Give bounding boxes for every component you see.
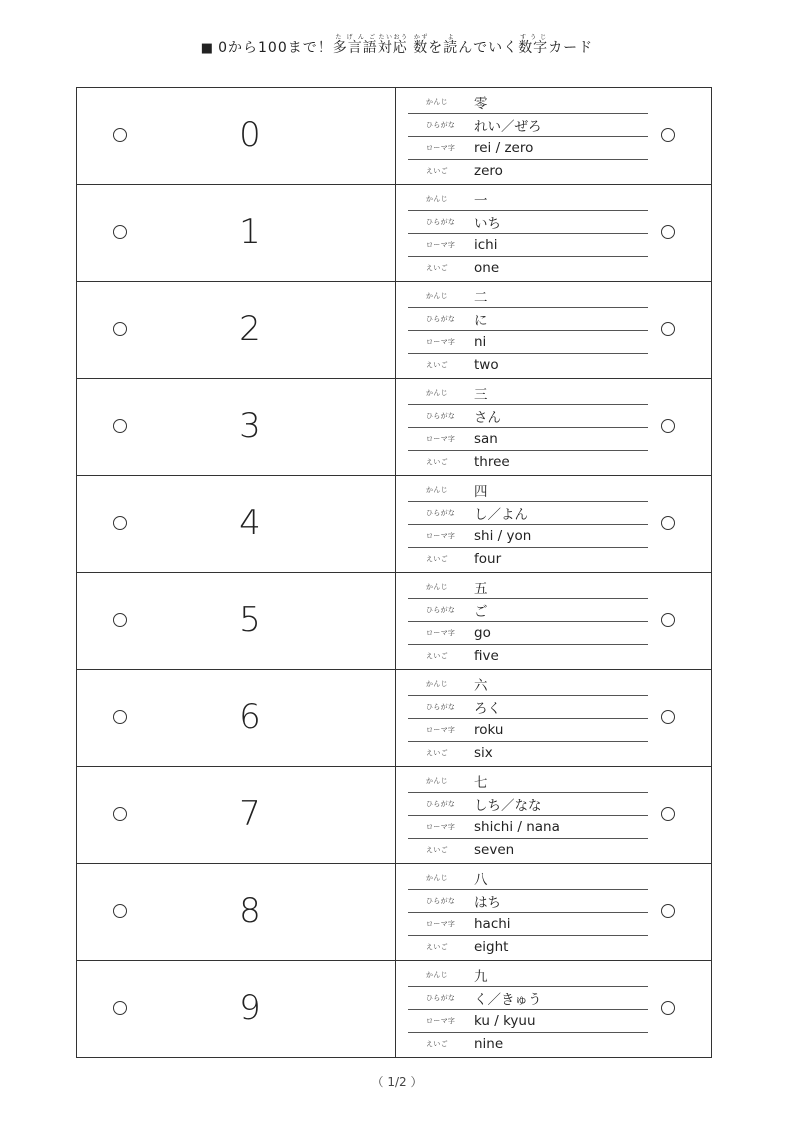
hiragana-row [408, 987, 648, 1010]
hiragana-label: ひらがな [426, 800, 456, 808]
english-label: えいご [426, 846, 448, 854]
english-row [408, 160, 648, 182]
punch-hole-icon [661, 225, 675, 239]
punch-hole-icon [661, 322, 675, 336]
punch-hole-icon [113, 225, 127, 239]
romaji-row [408, 913, 648, 936]
romaji-row [408, 719, 648, 742]
card-front [77, 864, 396, 960]
english-label: えいご [426, 1040, 448, 1048]
romaji-row [408, 1010, 648, 1033]
hiragana-row [408, 696, 648, 719]
title-middle: んでいく [458, 40, 519, 56]
hiragana-value: いち [474, 216, 501, 232]
kanji-value: 四 [474, 484, 488, 500]
kanji-value: 六 [474, 678, 488, 694]
kanji-value: 零 [474, 96, 488, 112]
card-sheet [76, 87, 712, 1058]
punch-hole-icon [113, 1001, 127, 1015]
hiragana-label: ひらがな [426, 994, 456, 1002]
english-value: two [474, 357, 499, 373]
card-digit: 0 [239, 115, 261, 155]
hiragana-row [408, 890, 648, 913]
hiragana-label: ひらがな [426, 218, 456, 226]
english-row [408, 936, 648, 958]
card-front [77, 476, 396, 572]
punch-hole-icon [661, 710, 675, 724]
english-row [408, 451, 648, 473]
hiragana-value: に [474, 313, 488, 329]
hiragana-label: ひらがな [426, 897, 456, 905]
punch-hole-icon [113, 613, 127, 627]
romaji-value: ichi [474, 237, 498, 253]
romaji-value: roku [474, 722, 504, 738]
english-label: えいご [426, 749, 448, 757]
romaji-label: ローマ字 [426, 1017, 456, 1025]
card-back [396, 379, 711, 475]
hiragana-value: しち／なな [474, 798, 542, 814]
punch-hole-icon [113, 904, 127, 918]
card-front [77, 573, 396, 669]
punch-hole-icon [113, 322, 127, 336]
english-row [408, 839, 648, 861]
hiragana-row [408, 211, 648, 234]
title-suffix: カード [548, 40, 594, 56]
romaji-row [408, 622, 648, 645]
punch-hole-icon [113, 419, 127, 433]
english-label: えいご [426, 555, 448, 563]
title-taiou: 対応たいおう [377, 34, 408, 56]
english-row [408, 257, 648, 279]
card-front [77, 767, 396, 863]
kanji-row [408, 188, 648, 211]
romaji-label: ローマ字 [426, 629, 456, 637]
hiragana-row [408, 405, 648, 428]
card-digit: 9 [239, 988, 261, 1028]
english-value: zero [474, 163, 503, 179]
romaji-label: ローマ字 [426, 435, 456, 443]
card-back [396, 476, 711, 572]
kanji-label: かんじ [426, 98, 448, 106]
hiragana-label: ひらがな [426, 412, 456, 420]
romaji-row [408, 428, 648, 451]
english-value: seven [474, 842, 515, 858]
romaji-label: ローマ字 [426, 532, 456, 540]
card-front [77, 961, 396, 1057]
romaji-value: rei / zero [474, 140, 534, 156]
hiragana-value: ろく [474, 701, 501, 717]
number-card [77, 961, 711, 1058]
title-suuji: 数字すうじ [518, 34, 549, 56]
card-back [396, 670, 711, 766]
romaji-label: ローマ字 [426, 338, 456, 346]
kanji-row [408, 479, 648, 502]
card-front [77, 379, 396, 475]
hiragana-row [408, 308, 648, 331]
kanji-label: かんじ [426, 486, 448, 494]
card-front [77, 185, 396, 281]
english-label: えいご [426, 361, 448, 369]
hiragana-value: さん [474, 410, 501, 426]
card-front [77, 282, 396, 378]
kanji-row [408, 285, 648, 308]
romaji-label: ローマ字 [426, 920, 456, 928]
english-label: えいご [426, 264, 448, 272]
kanji-label: かんじ [426, 389, 448, 397]
card-back [396, 282, 711, 378]
card-digit: 1 [239, 212, 261, 252]
romaji-row [408, 234, 648, 257]
romaji-label: ローマ字 [426, 144, 456, 152]
english-value: four [474, 551, 502, 567]
number-card [77, 476, 711, 573]
romaji-value: hachi [474, 916, 511, 932]
hiragana-value: はち [474, 895, 501, 911]
kanji-row [408, 576, 648, 599]
romaji-label: ローマ字 [426, 241, 456, 249]
punch-hole-icon [661, 807, 675, 821]
english-row [408, 742, 648, 764]
card-back [396, 185, 711, 281]
kanji-value: 五 [474, 581, 488, 597]
romaji-row [408, 137, 648, 160]
hiragana-label: ひらがな [426, 606, 456, 614]
kanji-label: かんじ [426, 292, 448, 300]
card-digit: 6 [239, 697, 261, 737]
kanji-value: 九 [474, 969, 488, 985]
hiragana-value: れい／ぜろ [474, 119, 542, 135]
english-value: nine [474, 1036, 504, 1052]
kanji-label: かんじ [426, 971, 448, 979]
kanji-row [408, 382, 648, 405]
english-value: eight [474, 939, 509, 955]
romaji-row [408, 331, 648, 354]
hiragana-value: く／きゅう [474, 992, 542, 1008]
card-digit: 5 [239, 600, 261, 640]
hiragana-label: ひらがな [426, 509, 456, 517]
hiragana-value: ご [474, 604, 488, 620]
punch-hole-icon [661, 613, 675, 627]
romaji-value: san [474, 431, 498, 447]
english-value: three [474, 454, 510, 470]
kanji-label: かんじ [426, 195, 448, 203]
page-title [0, 34, 794, 62]
kanji-label: かんじ [426, 874, 448, 882]
kanji-row [408, 91, 648, 114]
number-card [77, 282, 711, 379]
card-back [396, 88, 711, 184]
number-card [77, 379, 711, 476]
punch-hole-icon [113, 710, 127, 724]
card-digit: 8 [239, 891, 261, 931]
english-label: えいご [426, 943, 448, 951]
romaji-label: ローマ字 [426, 726, 456, 734]
kanji-label: かんじ [426, 777, 448, 785]
number-card [77, 767, 711, 864]
hiragana-label: ひらがな [426, 315, 456, 323]
card-back [396, 767, 711, 863]
punch-hole-icon [113, 128, 127, 142]
english-row [408, 548, 648, 570]
punch-hole-icon [661, 516, 675, 530]
punch-hole-icon [113, 516, 127, 530]
card-front [77, 670, 396, 766]
hiragana-label: ひらがな [426, 703, 456, 711]
hiragana-row [408, 502, 648, 525]
number-card [77, 670, 711, 767]
number-card [77, 864, 711, 961]
kanji-value: 三 [474, 387, 488, 403]
number-card [77, 88, 711, 185]
hiragana-row [408, 599, 648, 622]
kanji-value: 七 [474, 775, 488, 791]
kanji-row [408, 964, 648, 987]
card-back [396, 961, 711, 1057]
title-yo: 読よ [443, 34, 459, 56]
english-label: えいご [426, 167, 448, 175]
card-digit: 2 [239, 309, 261, 349]
page-number: （ 1/2 ） [371, 1075, 423, 1089]
romaji-value: go [474, 625, 491, 641]
card-digit: 3 [239, 406, 261, 446]
kanji-value: 一 [474, 193, 488, 209]
card-front [77, 88, 396, 184]
hiragana-label: ひらがな [426, 121, 456, 129]
romaji-value: shi / yon [474, 528, 532, 544]
romaji-value: shichi / nana [474, 819, 560, 835]
card-digit: 7 [239, 794, 261, 834]
card-back [396, 864, 711, 960]
card-digit: 4 [239, 503, 261, 543]
english-label: えいご [426, 458, 448, 466]
punch-hole-icon [661, 128, 675, 142]
romaji-value: ni [474, 334, 487, 350]
punch-hole-icon [661, 904, 675, 918]
title-tagengo: 多言語たげんご [332, 34, 378, 56]
kanji-row [408, 770, 648, 793]
number-card [77, 573, 711, 670]
hiragana-row [408, 793, 648, 816]
english-label: えいご [426, 652, 448, 660]
kanji-label: かんじ [426, 583, 448, 591]
romaji-row [408, 525, 648, 548]
romaji-row [408, 816, 648, 839]
romaji-label: ローマ字 [426, 823, 456, 831]
kanji-label: かんじ [426, 680, 448, 688]
title-kazu: 数かず [413, 34, 429, 56]
kanji-value: 八 [474, 872, 488, 888]
hiragana-row [408, 114, 648, 137]
punch-hole-icon [113, 807, 127, 821]
kanji-row [408, 867, 648, 890]
romaji-value: ku / kyuu [474, 1013, 536, 1029]
title-wo: を [428, 40, 444, 56]
english-value: one [474, 260, 500, 276]
kanji-value: 二 [474, 290, 488, 306]
english-row [408, 1033, 648, 1055]
kanji-row [408, 673, 648, 696]
english-row [408, 645, 648, 667]
english-row [408, 354, 648, 376]
english-value: five [474, 648, 499, 664]
punch-hole-icon [661, 1001, 675, 1015]
english-value: six [474, 745, 493, 761]
hiragana-value: し／よん [474, 507, 528, 523]
punch-hole-icon [661, 419, 675, 433]
number-card [77, 185, 711, 282]
title-prefix: 0から100まで！ [218, 40, 333, 56]
square-bullet-icon: ■ [200, 41, 215, 56]
card-back [396, 573, 711, 669]
